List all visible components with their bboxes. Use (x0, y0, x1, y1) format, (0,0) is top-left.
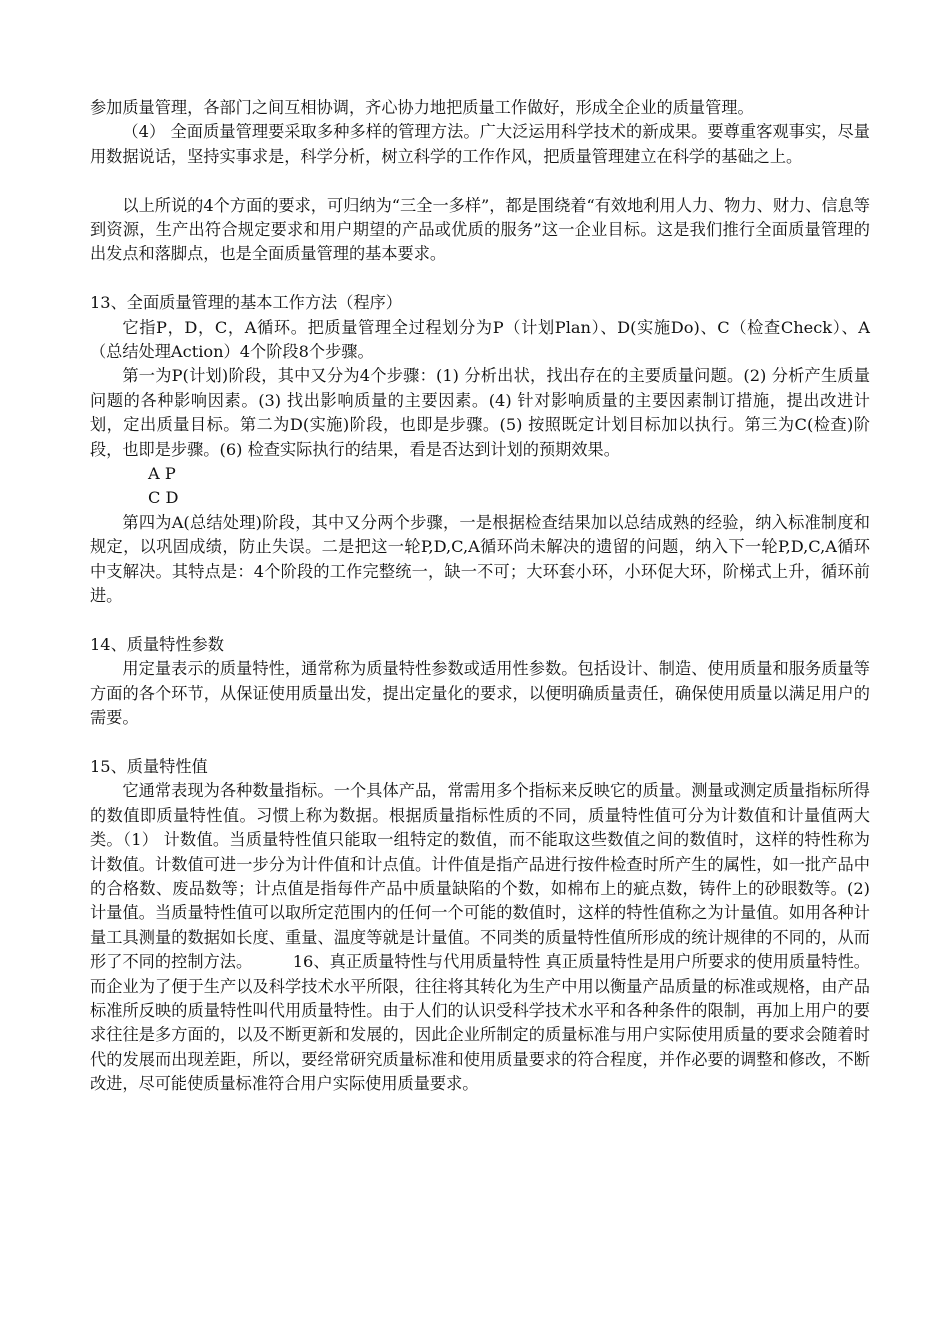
section-14-heading: 14、质量特性参数 (90, 634, 224, 654)
pdca-cycle-row-2: C D (148, 488, 179, 508)
section-13-paragraph-3: 第四为A(总结处理)阶段，其中又分两个步骤，一是根据检查结果加以总结成熟的经验，纳入标准制度和规定，以巩固成绩，防止失误。二是把这一轮P,D,C,A循环尚未解决的遗留的问题，纳入下一轮P,D,C,A循环中支解决。其特点是：4个阶段的工作完整统一，缺一不可；大环套小环，小环促大环，阶梯式上升，循环前进。 (90, 512, 870, 606)
paragraph-spacer (90, 169, 870, 193)
section-14-paragraph-1: 用定量表示的质量特性，通常称为质量特性参数或适用性参数。包括设计、制造、使用质量和服务质量等方面的各个环节，从保证使用质量出发，提出定量化的要求，以便明确质量责任，确保使用质量以满足用户的需要。 (90, 659, 870, 728)
document-page (90, 96, 870, 1097)
paragraph-spacer (90, 267, 870, 291)
pdca-cycle-row-1: A P (148, 464, 176, 484)
paragraph-item-4: （4） 全面质量管理要采取多种多样的管理方法。广大泛运用科学技术的新成果。要尊重客观事实，尽量用数据说话，坚持实事求是，科学分析，树立科学的工作作风，把质量管理建立在科学的基础之上。 (90, 122, 870, 166)
paragraph-summary: 以上所说的4个方面的要求，可归纳为“三全一多样”，都是围绕着“有效地利用人力、物力、财力、信息等到资源，生产出符合规定要求和用户期望的产品或优质的服务”这一企业目标。这是我们推行全面质量管理的出发点和落脚点，也是全面质量管理的基本要求。 (90, 195, 870, 264)
section-13-heading: 13、全面质量管理的基本工作方法（程序） (90, 293, 402, 313)
section-15-paragraph-1: 它通常表现为各种数量指标。一个具体产品，常需用多个指标来反映它的质量。测量或测定质量指标所得的数值即质量特性值。习惯上称为数据。根据质量指标性质的不同，质量特性值可分为计数值和计量值两大类。（1） 计数值。当质量特性值只能取一组特定的数值，而不能取这些数值之间的数值时，这样的特性称为计数值。计数值可进一步分为计件值和计点值。计件值是指产品进行按件检查时所产生的属性，如一批产品中的合格数、废品数等；计点值是指每件产品中质量缺陷的个数，如棉布上的疵点数，铸件上的砂眼数等。(2) 计量值。当质量特性值可以取所定范围内的任何一个可能的数值时，这样的特性值称之为计量值。如用各种计量工具测量的数据如长度、重量、温度等就是计量值。不同类的质量特性值所形成的统计规律的不同的，从而形了不同的控制方法。 16、真正质量特性与代用质量特性 真正质量特性是用户所要求的使用质量特性。而企业为了便于生产以及科学技术水平所限，往往将其转化为生产中用以衡量产品质量的标准或规格，由产品标准所反映的质量特性叫代用质量特性。由于人们的认识受科学技术水平和各种条件的限制，再加上用户的要求往往是多方面的，以及不断更新和发展的，因此企业所制定的质量标准与用户实际使用质量的要求会随着时代的发展而出现差距，所以，要经常研究质量标准和使用质量要求的符合程度，并作必要的调整和修改，不断改进，尽可能使质量标准符合用户实际使用质量要求。 (90, 781, 870, 1094)
section-13-paragraph-2: 第一为P(计划)阶段，其中又分为4个步骤：(1) 分析出状，找出存在的主要质量问题。(2) 分析产生质量问题的各种影响因素。(3) 找出影响质量的主要因素。(4) 针对影响质量的主要因素制订措施，提出改进计划，定出质量目标。第二为D(实施)阶段，也即是步骤。(5) 按照既定计划目标加以执行。第三为C(检查)阶段，也即是步骤。(6) 检查实际执行的结果，看是否达到计划的预期效果。 (90, 366, 870, 459)
paragraph-intro-continuation: 参加质量管理，各部门之间互相协调，齐心协力地把质量工作做好，形成全企业的质量管理。 (90, 98, 754, 117)
section-13-paragraph-1: 它指P，D，C，A循环。把质量管理全过程划分为P（计划Plan）、D(实施Do)、C（检查Check）、A（总结处理Action）4个阶段8个步骤。 (90, 317, 870, 362)
paragraph-spacer (90, 731, 870, 755)
section-15-heading: 15、质量特性值 (90, 756, 208, 776)
paragraph-spacer (90, 609, 870, 633)
